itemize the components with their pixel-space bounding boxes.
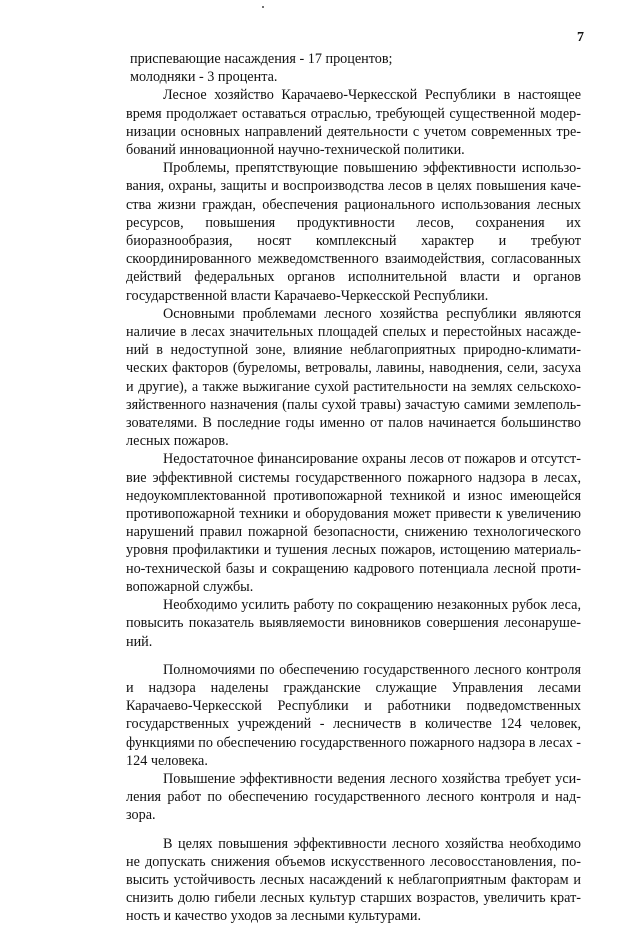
paragraph-gap [126, 825, 581, 835]
paragraph: Основными проблемами лесного хозяйства республики являются наличие в лесах значительных площадей спелых и перестойных насаждений в недоступной зоне, влияние неблагоприятных природно-климатических факторов (буреломы, ветровалы, лавины, наводнения, сели, засуха и другие), а также выжигание сухой растительности на землях сельскохозяйственного назначения (палы сухой травы) зачастую самими землепользователями. В последние годы именно от палов начинается большинство лесных пожаров. [126, 305, 581, 450]
page-number: 7 [577, 30, 584, 45]
paragraph: Необходимо усилить работу по сокращению незаконных рубок леса, повысить показатель выявляемости виновников совершения лесонарушений. [126, 597, 581, 650]
list-line: приспевающие насаждения - 17 процентов; [130, 51, 393, 67]
paragraph-gap [126, 651, 581, 661]
paragraph: Повышение эффективности ведения лесного хозяйства требует усиления работ по обеспечению государственного лесного контроля и надзора. [126, 770, 581, 824]
paragraph: Лесное хозяйство Карачаево-Черкесской Республики в настоящее время продолжает оставаться отраслью, требующей существенной модернизации основных направлений деятельности с учетом современных требований инновационной научно-технической политики. [126, 87, 581, 159]
paragraph: В целях повышения эффективности лесного хозяйства необходимо не допускать снижения объемов искусственного лесовосстановления, повысить устойчивость лесных насаждений к неблагоприятным факторам и снизить долю гибели лесных культур старших возрастов, увеличить кратность и качество уходов за лесными культурами. [126, 835, 581, 925]
paragraph: Недостаточное финансирование охраны лесов от пожаров и отсутствие эффективной системы государственного пожарного надзора в лесах, недоукомплектованной противопожарной техникой и износ имеющейся противопожарной техники и оборудования может привести к увеличению нарушений правил пожарной безопасности, снижению технологического уровня профилактики и тушения лесных пожаров, истощению материально-технической базы и сокращению кадрового потенциала лесной противопожарной службы. [126, 451, 581, 595]
paragraph: Полномочиями по обеспечению государственного лесного контроля и надзора наделены гражданские служащие Управления лесами Карачаево-Черкесской Республики и работники подведомственных государственных учреждений - лесничеств в количестве 124 человек, функциями по обеспечению государственного пожарного надзора в лесах - 124 человека. [126, 661, 581, 769]
scan-speck [262, 6, 264, 8]
list-line: молодняки - 3 процента. [130, 69, 278, 86]
paragraph: Проблемы, препятствующие повышению эффективности использования, охраны, защиты и воспроизводства лесов в целях повышения качества жизни граждан, обеспечения рационального использования лесных ресурсов, повышения продуктивности лесов, сохранения их биоразнообразия, носят комплексный характер и требуют скоординированного межведомственного взаимодействия, согласованных действий федеральных органов исполнительной власти и органов государственной власти Карачаево-Черкесской Республики. [126, 160, 581, 304]
document-body [126, 50, 581, 926]
